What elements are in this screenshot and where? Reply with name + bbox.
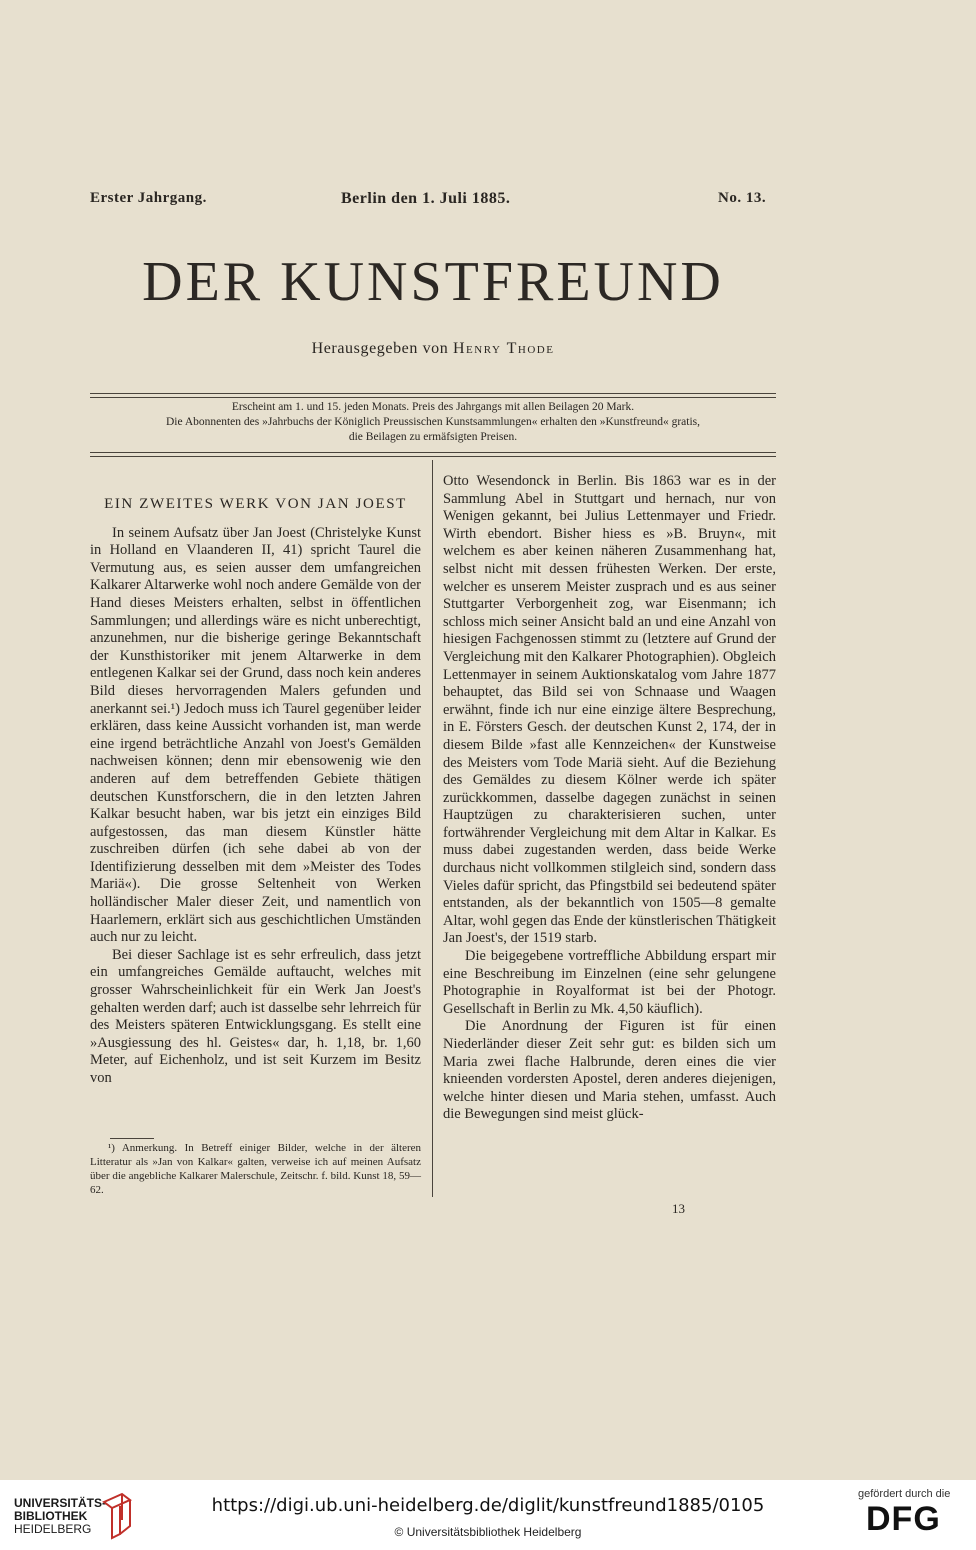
footnote-rule bbox=[110, 1138, 154, 1139]
library-name-line2: BIBLIOTHEK bbox=[14, 1509, 88, 1523]
masthead-subtitle bbox=[0, 340, 866, 358]
notice-line: Die Abonnenten des »Jahrbuchs der Königlich Preussischen Kunstsammlungen« erhalten den »Kunstfreund« gratis, bbox=[165, 416, 700, 428]
column-divider bbox=[432, 460, 433, 1197]
funding-note: gefördert durch die bbox=[858, 1488, 951, 1500]
right-column bbox=[443, 473, 776, 1124]
notice-top-rule-2 bbox=[90, 397, 776, 398]
dfg-logo[interactable]: DFG bbox=[866, 1500, 941, 1538]
left-column bbox=[90, 496, 421, 1088]
body-paragraph: Otto Wesendonck in Berlin. Bis 1863 war es in der Sammlung Abel in Stuttgart und hernach, nur von Wenigen gekannt, bei Julius Lettenmayer und Friedr. Wirth ebendort. Bisher hiess es »B. Bruyn«, mit welchem es aber keinen näheren Zusammenhang hat, selbst nicht mit dessen frühesten Werken. Der erste, welcher es unserem Meister zusprach und es aus seiner Stuttgarter Verborgenheit zog, war Eisenmann; ich schloss mich seiner Ansicht bald an und eine Anzahl von hiesigen Fachgenossen stimmt zu (letztere auf Grund der Vergleichung mit den Kalkarer Photographien). Obgleich Lettenmayer in seinem Auktionskatalog vom Jahre 1877 behauptet, das Bild sei von Schnaase und Waagen erwähnt, finde ich nur eine einzige ältere Besprechung, in E. Försters Gesch. der deutschen Kunst 2, 174, der in diesem Bilde »fast alle Kennzeichen« der Kunstweise des Meisters vom Tode Mariä sieht. Auf die Beziehung des Gemäldes zu diesem Kölner werde ich später zurückkommen, dasselbe dagegen zunächst in seinen Hauptzügen zu charakterisieren suchen, unter fortwährender Vergleichung mit dem Altar in Kalkar. Es muss dabei zugestanden werden, dass beide Werke durchaus nicht vollkommen stilgleich sind, sondern dass Vieles dafür spricht, das Pfingstbild sei bedeutend später entstanden, als der bekanntlich von 1505—8 gemalte Altar, wohl gegen das Ende der künstlerischen Thätigkeit Jan Joest's, der 1519 starb. bbox=[443, 473, 776, 947]
permalink[interactable]: https://digi.ub.uni-heidelberg.de/diglit/kunstfreund1885/0105 bbox=[211, 1495, 765, 1516]
library-name-line3: HEIDELBERG bbox=[14, 1522, 92, 1536]
body-paragraph: Die Anordnung der Figuren ist für einen Niederländer dieser Zeit sehr gut: es bilden sich um Maria zwei flache Halbrunde, deren eines die vier knieenden vordersten Apostel, deren anderes diejenigen, welche hinter diesen und Maria stehen, umfasst. Auch die Bewegungen sind meist glück- bbox=[443, 1018, 776, 1123]
library-name-line1: UNIVERSITÄTS- bbox=[14, 1496, 107, 1510]
notice-line: Erscheint am 1. und 15. jeden Monats. Preis des Jahrgangs mit allen Beilagen 20 Mark. bbox=[231, 401, 635, 413]
article-title: EIN ZWEITES WERK VON JAN JOEST bbox=[104, 496, 407, 512]
editor-name: Henry Thode bbox=[453, 340, 555, 357]
notice-bottom-rule bbox=[90, 452, 776, 453]
issue-number: No. 13. bbox=[718, 190, 767, 206]
notice-line: die Beilagen zu ermäfsigten Preisen. bbox=[348, 431, 518, 443]
footnote bbox=[90, 1141, 421, 1197]
notice-bottom-rule-2 bbox=[90, 456, 776, 457]
subtitle-prefix: Herausgegeben von bbox=[311, 340, 449, 357]
copyright-notice: © Universitätsbibliothek Heidelberg bbox=[394, 1525, 582, 1539]
body-paragraph: Bei dieser Sachlage ist es sehr erfreulich, dass jetzt ein umfangreiches Gemälde auftaucht, welches mit grosser Wahrscheinlichkeit für ein Werk Jan Joest's gehalten werden darf; auch ist dasselbe sehr lehrreich für des Meisters späteren Entwicklungsgang. Es stellt eine »Ausgiessung des hl. Geistes« dar, h. 1,18, br. 1,60 Meter, auf Eichenholz, und ist seit Kurzem im Besitz von bbox=[90, 946, 421, 1086]
footnote-text: ¹) Anmerkung. In Betreff einiger Bilder, welche in der älteren Litteratur als »Jan von Kalkar« galten, verweise ich auf meinen Aufsatz über die angebliche Kalkarer Malerschule, Zeitschr. f. bild. Kunst 18, 59—62. bbox=[90, 1142, 421, 1196]
masthead-title: DER KUNSTFREUND bbox=[142, 251, 724, 313]
subscription-notice bbox=[90, 400, 776, 445]
volume-label: Erster Jahrgang. bbox=[90, 190, 207, 206]
body-paragraph: Die beigegebene vortreffliche Abbildung erspart mir eine Beschreibung im Einzelnen (eine sehr gelungene Photographie in Royalformat ist bei der Photogr. Gesellschaft in Berlin zu Mk. 4,50 käuflich). bbox=[443, 948, 776, 1017]
body-paragraph: In seinem Aufsatz über Jan Joest (Christelyke Kunst in Holland en Vlaanderen II, 41) spricht Taurel die Vermutung aus, es seien ausser dem umfangreichen Kalkarer Altarwerke wohl noch andere Gemälde von der Hand dieses Meisters erhalten, selbst in öffentlichen Sammlungen; und allerdings wäre es nicht unberechtigt, anzunehmen, nur die bisherige geringe Bekanntschaft der Kunsthistoriker mit jenem Altarwerke in dem entlegenen Kalkar sei der Grund, dass noch kein anderes Bild dieses hervorragenden Malers gefunden und anerkannt sei.¹) Jedoch muss ich Taurel gegenüber leider erklären, dass keine Aussicht vorhanden ist, man werde eine irgend beträchtliche Anzahl von Joest's Gemälden nachweisen können; denn mir ebensowenig wie den anderen auf dem betreffenden Gebiete thätigen deutschen Kunstforschern, die in den letzten Jahren Kalkar besucht haben, war bis jetzt ein einziges Bild aufgestossen, das man diesem Künstler hätte zuschreiben dürfen (ich sehe dabei ab von der Identifizierung desselben mit dem »Meister des Todes Mariä«). Die grosse Seltenheit von Werken holländischer Maler dieser Zeit, und namentlich von Haarlemern, erklärt sich aus geschichtlichen Umständen auch nur zu leicht. bbox=[90, 524, 421, 946]
page-number: 13 bbox=[672, 1201, 685, 1216]
issue-date: Berlin den 1. Juli 1885. bbox=[341, 190, 511, 207]
notice-top-rule bbox=[90, 393, 776, 394]
